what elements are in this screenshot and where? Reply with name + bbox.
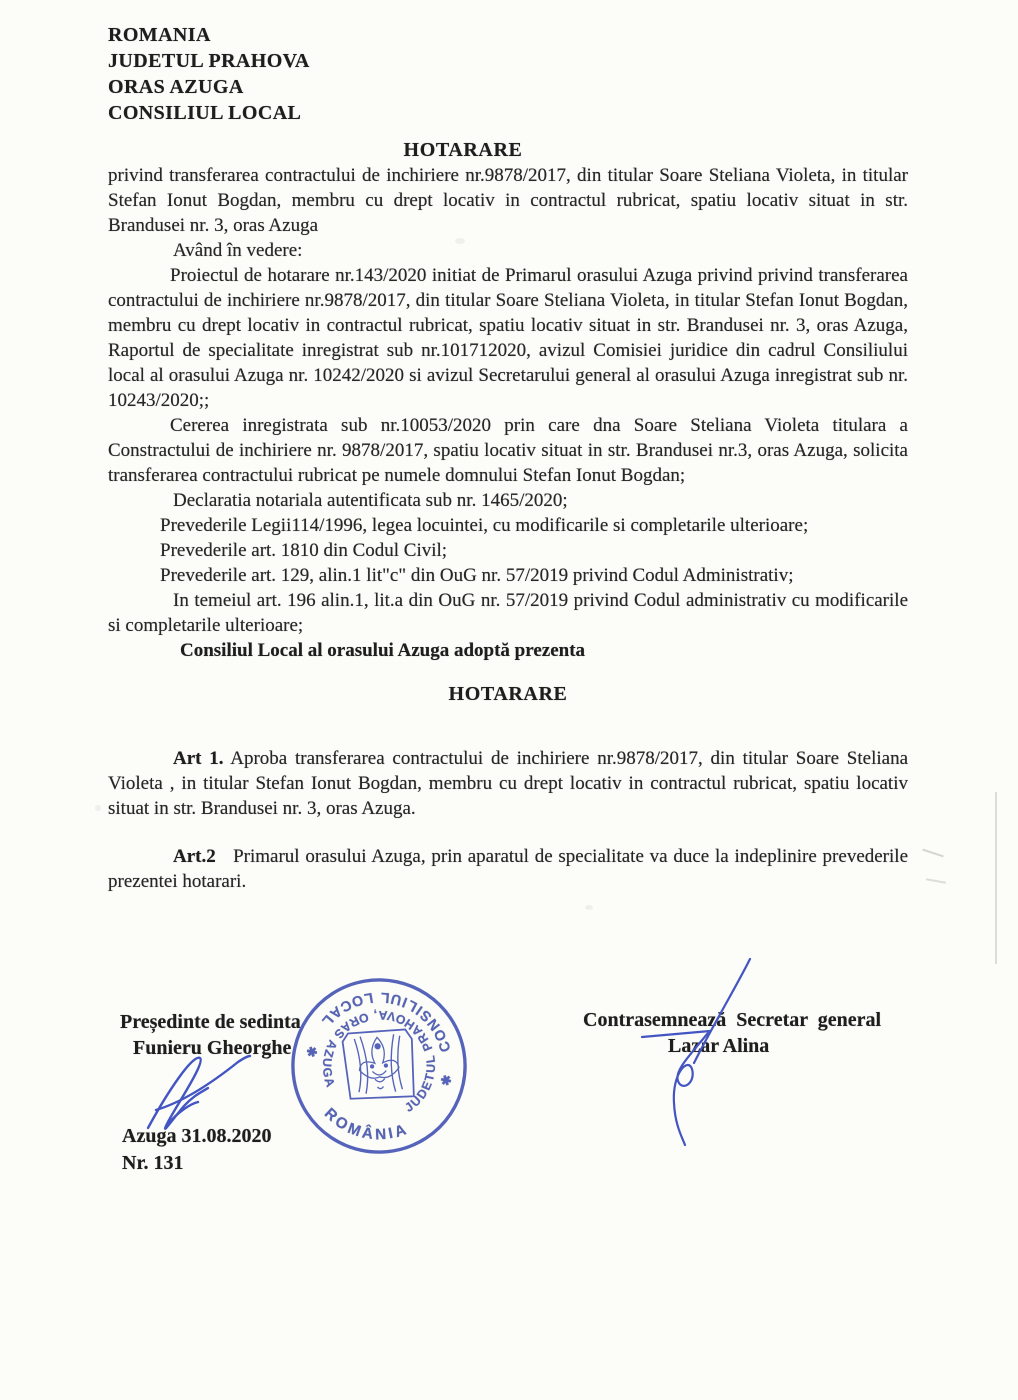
signature-left-name: Funieru Gheorghe bbox=[133, 1037, 292, 1059]
scan-artifact-line bbox=[995, 792, 997, 964]
scan-smudge bbox=[585, 905, 593, 910]
letterhead-county: JUDETUL PRAHOVA bbox=[108, 50, 310, 72]
official-round-stamp-icon bbox=[285, 972, 473, 1160]
stamp-country-text: ROMÂNIA bbox=[320, 1104, 412, 1144]
scan-smudge bbox=[95, 805, 101, 811]
stamp-star-right-icon: ✱ bbox=[437, 1073, 455, 1088]
recital-law-114: Prevederile Legii114/1996, legea locuintei, cu modificarile si completarile ulterioare; bbox=[160, 515, 809, 536]
president-signature-icon bbox=[138, 1046, 278, 1141]
scan-artifact-mark bbox=[926, 878, 946, 883]
recital-civil-code: Prevederile art. 1810 din Codul Civil; bbox=[160, 540, 448, 561]
svg-text:ROMÂNIA bbox=[318, 1103, 414, 1151]
svg-text:✱ bbox=[438, 1073, 455, 1087]
decision-heading: HOTARARE bbox=[448, 683, 568, 705]
letterhead-city: ORAS AZUGA bbox=[108, 76, 244, 98]
stamp-star-left-icon: ✱ bbox=[303, 1044, 321, 1059]
article-1 bbox=[108, 746, 908, 821]
recital-declaration: Declaratia notariala autentificata sub nr. 1465/2020; bbox=[173, 490, 568, 511]
coat-of-arms-emblem bbox=[342, 1029, 416, 1101]
letterhead bbox=[108, 22, 908, 126]
scan-artifact-mark bbox=[922, 849, 944, 858]
document-body bbox=[108, 22, 908, 894]
adoption-clause: Consiliul Local al orasului Azuga adoptă prezenta bbox=[180, 640, 586, 661]
signature-right-role: Contrasemnează Secretar general bbox=[583, 1009, 882, 1031]
signature-right-name: Lazar Alina bbox=[668, 1035, 770, 1057]
secretary-signature-icon bbox=[612, 955, 787, 1150]
scan-smudge bbox=[455, 238, 465, 244]
recital-request: Cererea inregistrata sub nr.10053/2020 prin care dna Soare Steliana Violeta titulara a Constractului de inchiriere nr. 9878/2017, spatiu locativ situat in str. Brandusei nr.3, oras Azuga, solicita transferarea contractului rubricat pe numele domnului Stefan Ionut Bogdan; bbox=[108, 415, 908, 486]
place-and-date: Azuga 31.08.2020 bbox=[122, 1125, 272, 1147]
decision-number: Nr. 131 bbox=[122, 1152, 184, 1174]
article-2-text: Primarul orasului Azuga, prin aparatul de specialitate va duce la indeplinire prevederile prezentei hotarari. bbox=[108, 846, 909, 892]
recital-oug-57: Prevederile art. 129, alin.1 lit"c" din OuG nr. 57/2019 privind Codul Administrativ; bbox=[160, 565, 794, 586]
article-1-text: Aproba transferarea contractului de inchiriere nr.9878/2017, din titular Soare Steliana Violeta , in titular Stefan Ionut Bogdan, membru cu drept locativ in contractul rubricat, spatiu locativ situat in str. Brandusei nr. 3, oras Azuga. bbox=[108, 748, 908, 819]
having-regard-label: Având în vedere: bbox=[173, 240, 303, 261]
letterhead-country: ROMANIA bbox=[108, 24, 211, 46]
document-title: HOTARARE bbox=[403, 139, 523, 161]
letterhead-council: CONSILIUL LOCAL bbox=[108, 102, 302, 124]
svg-text:✱ bbox=[303, 1045, 320, 1059]
article-1-label: Art 1. bbox=[173, 748, 224, 769]
document-subtitle: privind transferarea contractului de inchiriere nr.9878/2017, din titular Soare Steliana Violeta, in titular Stefan Ionut Bogdan, membru cu drept locativ in contractul rubricat, spatiu locativ situat in str. Brandusei nr. 3, oras Azuga bbox=[108, 165, 908, 236]
article-2-label: Art.2 bbox=[173, 846, 216, 867]
stamp-county-city-text: JUDETUL PRAHOVA, ORAS AZUGA bbox=[319, 1007, 439, 1115]
legal-basis-paragraph: In temeiul art. 196 alin.1, lit.a din OuG nr. 57/2019 privind Codul administrativ cu modificarile si completarile ulterioare; bbox=[108, 590, 908, 636]
recital-project: Proiectul de hotarare nr.143/2020 initiat de Primarul orasului Azuga privind privind transferarea contractului de inchiriere nr.9878/2017, din titular Soare Steliana Violeta, in titular Stefan Ionut Bogdan, membru cu drept locativ in contractul rubricat, spatiu locativ situat in str. Brandusei nr. 3, oras Azuga, Raportul de specialitate inregistrat sub nr.101712020, avizul Comisiei juridice din cadrul Consiliului local al orasului Azuga nr. 10242/2020 si avizul Secretarului general al orasului Azuga inregistrat sub nr. 10243/2020;; bbox=[108, 265, 908, 411]
article-2 bbox=[108, 844, 908, 894]
signature-left-role: Președinte de sedinta bbox=[120, 1011, 301, 1033]
stamp-council-text: CONSILIUL LOCAL bbox=[316, 988, 455, 1054]
